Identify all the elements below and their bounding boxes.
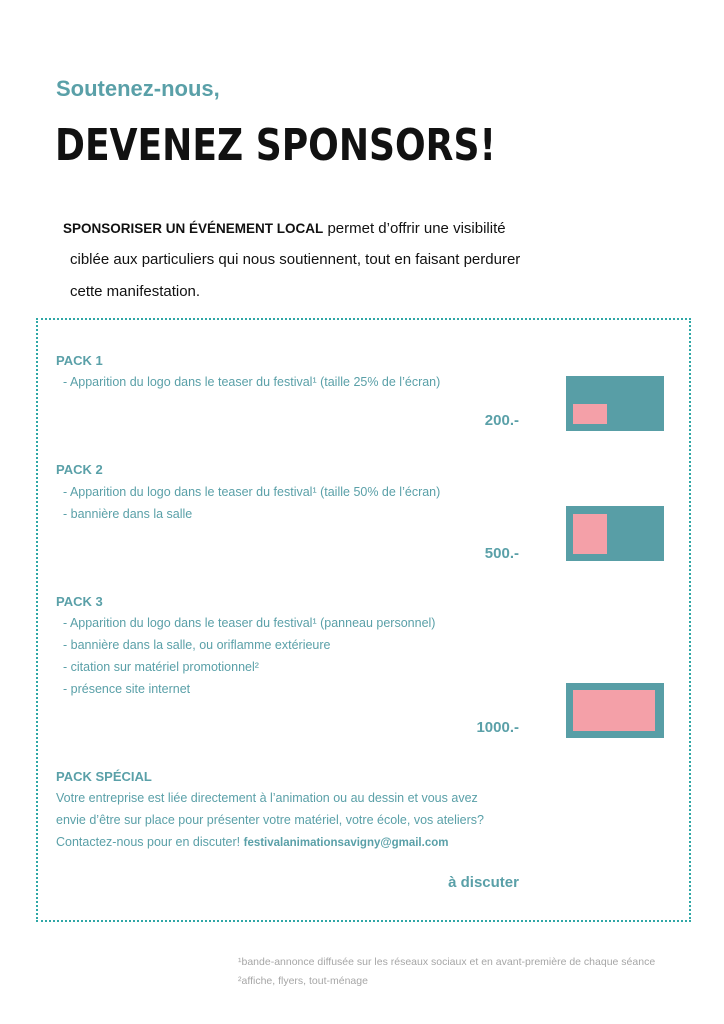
special-line-3 (56, 835, 448, 849)
special-pack-title: PACK SPÉCIAL (56, 769, 152, 784)
footnote-1: ¹bande-annonce diffusée sur les réseaux sociaux et en avant-première de chaque séance (238, 956, 656, 968)
pack-2-logo-box (566, 506, 664, 561)
pack-3-title: PACK 3 (56, 594, 103, 609)
intro-line-2: ciblée aux particuliers qui nous soutiennent, tout en faisant perdurer (70, 251, 521, 268)
pack-3-item: - bannière dans la salle, ou oriflamme extérieure (63, 638, 331, 652)
pack-1-logo-area (573, 404, 607, 424)
special-line-1: Votre entreprise est liée directement à l’animation ou au dessin et vous avez (56, 791, 478, 805)
pack-1-price: 200.- (484, 412, 519, 429)
pack-1-logo-box (566, 376, 664, 431)
pack-2-price: 500.- (484, 545, 519, 562)
subtitle: Soutenez-nous, (56, 76, 220, 101)
pack-2-item: - bannière dans la salle (63, 507, 193, 521)
pack-3-item: - présence site internet (63, 682, 191, 696)
intro-bold: SPONSORISER UN ÉVÉNEMENT LOCAL (63, 221, 324, 236)
pack-3-price: 1000.- (476, 719, 519, 736)
pack-3-item: - citation sur matériel promotionnel² (63, 660, 259, 674)
intro-line-1-rest: permet d’offrir une visibilité (323, 220, 506, 237)
pack-3-logo-area (573, 690, 655, 731)
pack-1-title: PACK 1 (56, 353, 103, 368)
pack-2-logo-area (573, 514, 607, 554)
intro-line-1 (63, 220, 506, 237)
pack-3-item: - Apparition du logo dans le teaser du festival¹ (panneau personnel) (63, 616, 436, 630)
special-contact-text: Contactez-nous pour en discuter! (56, 835, 244, 849)
page-title: DEVENEZ SPONSORS! (55, 120, 496, 171)
footnote-2: ²affiche, flyers, tout-ménage (238, 975, 368, 987)
contact-email[interactable]: festivalanimationsavigny@gmail.com (243, 837, 449, 849)
pack-2-item: - Apparition du logo dans le teaser du festival¹ (taille 50% de l’écran) (63, 485, 441, 499)
pack-1-item: - Apparition du logo dans le teaser du festival¹ (taille 25% de l’écran) (63, 375, 441, 389)
pack-3-logo-box (566, 683, 664, 738)
pack-2-title: PACK 2 (56, 462, 103, 477)
intro-line-3: cette manifestation. (70, 283, 201, 300)
special-price: à discuter (448, 874, 519, 891)
special-line-2: envie d’être sur place pour présenter votre matériel, votre école, vos ateliers? (56, 813, 484, 827)
